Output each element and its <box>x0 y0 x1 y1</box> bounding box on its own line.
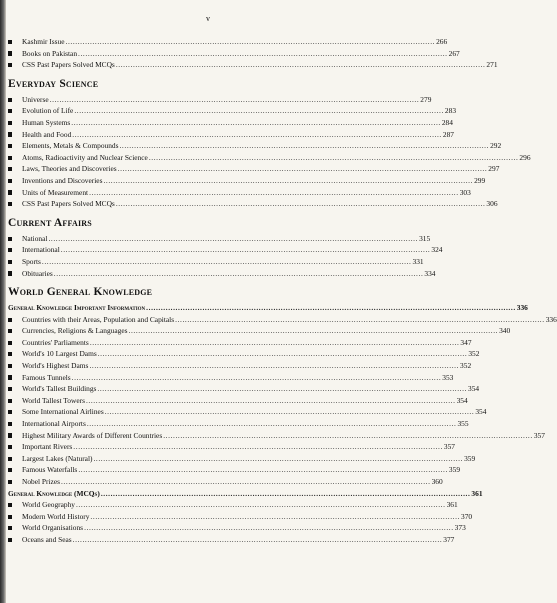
toc-entry[interactable] <box>8 198 498 210</box>
toc-entry[interactable] <box>8 140 502 152</box>
toc-entry[interactable] <box>8 268 436 280</box>
toc-entry[interactable] <box>8 406 487 418</box>
bullet-icon <box>8 360 16 365</box>
entry-label: Evolution of Life <box>22 106 74 116</box>
toc-entry[interactable] <box>8 360 472 372</box>
entry-page: 266 <box>436 37 448 46</box>
toc-entry[interactable] <box>8 534 455 546</box>
dot-leader: ....................................................................................................................................................... <box>89 361 460 371</box>
toc-entry[interactable] <box>8 441 455 453</box>
bullet-icon <box>8 233 16 238</box>
entry-page: 359 <box>464 453 476 463</box>
bullet-icon <box>8 372 16 377</box>
toc-entry[interactable] <box>8 522 466 534</box>
entry-label: CSS Past Papers Solved MCQs <box>22 199 115 209</box>
section-entries <box>8 94 531 210</box>
entry-label: Oceans and Seas <box>22 534 72 544</box>
bullet-icon <box>8 453 16 458</box>
entry-page: 306 <box>486 199 498 209</box>
dot-leader: ....................................................................................................................................................... <box>49 94 420 104</box>
bullet-icon <box>8 59 16 64</box>
entry-label: Kashmir Issue <box>22 37 65 46</box>
entry-label: Highest Military Awards of Different Countries <box>22 430 163 440</box>
bullet-icon <box>8 36 16 41</box>
entry-page: 297 <box>488 164 500 174</box>
toc-entry[interactable] <box>8 175 486 187</box>
entry-page: 271 <box>486 60 498 70</box>
entry-label: Elements, Metals & Compounds <box>22 141 119 151</box>
dot-leader: ....................................................................................................................................................... <box>78 48 448 58</box>
bullet-icon <box>8 140 16 145</box>
section-heading: Current Affairs <box>8 216 92 229</box>
entry-page: 354 <box>468 384 480 394</box>
toc-entry[interactable] <box>8 511 473 523</box>
entry-label: Human Systems <box>22 117 71 127</box>
entry-label: Famous Tunnels <box>22 372 71 382</box>
dot-leader: ....................................................................................................................................................... <box>90 511 461 521</box>
toc-entry[interactable] <box>8 464 461 476</box>
entry-page: 299 <box>474 175 486 185</box>
entry-page: 303 <box>459 187 471 197</box>
bullet-icon <box>8 430 16 435</box>
toc-entry[interactable] <box>8 372 454 384</box>
entry-page: 279 <box>420 94 432 104</box>
dot-leader: ....................................................................................................................................................... <box>128 326 499 336</box>
bullet-icon <box>8 441 16 446</box>
entry-page: 296 <box>519 152 531 162</box>
dot-leader: ....................................................................................................................................................... <box>119 141 490 151</box>
toc-entry[interactable] <box>8 348 480 360</box>
toc-entry[interactable] <box>8 337 472 349</box>
bullet-icon <box>8 348 16 353</box>
subsection-entries <box>8 499 473 545</box>
dot-leader: ....................................................................................................................................................... <box>65 37 436 46</box>
dot-leader: ....................................................................................................................................................... <box>115 60 486 70</box>
bullet-icon <box>8 268 16 273</box>
dot-leader: ....................................................................................................................................................... <box>100 488 471 498</box>
entry-page: 347 <box>460 337 472 347</box>
bullet-icon <box>8 534 16 539</box>
entry-page: 354 <box>456 395 468 405</box>
dot-leader: ....................................................................................................................................................... <box>78 465 448 475</box>
bullet-icon <box>8 198 16 203</box>
entry-page: 287 <box>442 129 454 139</box>
bullet-icon <box>8 152 16 157</box>
entry-label: Largest Lakes (Natural) <box>22 453 93 463</box>
bullet-icon <box>8 325 16 330</box>
bullet-icon <box>8 418 16 423</box>
dot-leader: ....................................................................................................................................................... <box>71 372 442 382</box>
entry-page: 340 <box>499 326 511 336</box>
entry-label: Countries' Parliaments <box>22 337 89 347</box>
entry-label: National <box>22 233 48 243</box>
toc-entry[interactable] <box>8 476 443 488</box>
dot-leader: ....................................................................................................................................................... <box>72 534 443 544</box>
entry-label: Sports <box>22 256 41 266</box>
entry-page: 283 <box>444 106 457 116</box>
toc-entry[interactable] <box>8 453 476 465</box>
dot-leader: ....................................................................................................................................................... <box>86 419 457 429</box>
entry-label: Books on Pakistan <box>22 48 78 58</box>
bullet-icon <box>8 244 16 249</box>
toc-entry[interactable] <box>8 152 531 164</box>
entry-page: 267 <box>448 48 460 58</box>
bullet-icon <box>8 406 16 411</box>
entry-page: 355 <box>457 419 469 429</box>
dot-leader: ....................................................................................................................................................... <box>84 523 454 533</box>
dot-leader: ....................................................................................................................................................... <box>75 500 446 510</box>
dot-leader: ....................................................................................................................................................... <box>148 152 519 162</box>
entry-page: 331 <box>412 256 424 266</box>
entry-page: 360 <box>431 477 443 486</box>
bullet-icon <box>8 48 16 53</box>
bullet-icon <box>8 464 16 469</box>
subsection-title: General Knowledge (MCQs) <box>8 488 100 498</box>
dot-leader: ....................................................................................................................................................... <box>115 199 486 209</box>
entry-page: 373 <box>454 523 466 533</box>
toc-entry[interactable] <box>8 430 545 442</box>
section-entries <box>8 233 443 279</box>
entry-label: World Organisations <box>22 523 84 533</box>
entry-label: International <box>22 245 60 255</box>
dot-leader: ....................................................................................................................................................... <box>117 164 488 174</box>
entry-page: 370 <box>461 511 473 521</box>
bullet-icon <box>8 337 16 342</box>
entry-page: 284 <box>441 117 453 127</box>
entry-page: 353 <box>442 372 454 382</box>
bullet-icon <box>8 476 16 481</box>
entry-page: 359 <box>448 465 461 475</box>
bullet-icon <box>8 522 16 527</box>
dot-leader: ....................................................................................................................................................... <box>89 337 460 347</box>
subsection-heading[interactable] <box>8 488 483 500</box>
subsection-title: General Knowledge Important Information <box>8 303 146 313</box>
entry-label: Laws, Theories and Discoveries <box>22 164 117 174</box>
bullet-icon <box>8 314 16 319</box>
dot-leader: ....................................................................................................................................................... <box>175 314 545 324</box>
toc-entry[interactable] <box>8 418 469 430</box>
dot-leader: ....................................................................................................................................................... <box>89 187 459 197</box>
dot-leader: ....................................................................................................................................................... <box>163 430 533 440</box>
toc-entry[interactable] <box>8 325 511 337</box>
toc-entry[interactable] <box>8 36 448 48</box>
toc-entry[interactable] <box>8 105 457 117</box>
bullet-icon <box>8 187 16 192</box>
section-heading: World General Knowledge <box>8 286 153 299</box>
dot-leader: ....................................................................................................................................................... <box>71 117 441 127</box>
bullet-icon <box>8 117 16 122</box>
entry-page: 324 <box>431 245 443 255</box>
dot-leader: ....................................................................................................................................................... <box>146 303 516 313</box>
entry-label: Atoms, Radioactivity and Nuclear Science <box>22 152 148 162</box>
entry-label: World's Highest Dams <box>22 361 89 371</box>
bullet-icon <box>8 383 16 388</box>
entry-label: Currencies, Religions & Languages <box>22 326 128 336</box>
dot-leader: ....................................................................................................................................................... <box>73 442 443 452</box>
entry-label: World's Tallest Buildings <box>22 384 97 394</box>
toc-entry[interactable] <box>8 48 460 60</box>
bullet-icon <box>8 499 16 504</box>
toc-entry[interactable] <box>8 395 468 407</box>
bullet-icon <box>8 129 16 134</box>
dot-leader: ....................................................................................................................................................... <box>60 245 431 255</box>
entry-label: CSS Past Papers Solved MCQs <box>22 60 115 70</box>
dot-leader: ....................................................................................................................................................... <box>103 175 474 185</box>
dot-leader: ....................................................................................................................................................... <box>97 349 468 359</box>
entry-page: 357 <box>443 442 455 452</box>
bullet-icon <box>8 94 16 99</box>
entry-label: Inventions and Discoveries <box>22 175 103 185</box>
toc-entry[interactable] <box>8 314 557 326</box>
toc-entry[interactable] <box>8 59 498 71</box>
entry-page: 357 <box>533 430 545 440</box>
bullet-icon <box>8 256 16 261</box>
bullet-icon <box>8 105 16 110</box>
toc-entry[interactable] <box>8 187 471 199</box>
dot-leader: ....................................................................................................................................................... <box>93 453 464 463</box>
toc-entry[interactable] <box>8 94 432 106</box>
entry-label: Universe <box>22 94 49 104</box>
dot-leader: ....................................................................................................................................................... <box>74 106 444 116</box>
section-heading: Everyday Science <box>8 77 99 90</box>
dot-leader: ....................................................................................................................................................... <box>53 268 424 278</box>
top-entries <box>8 36 498 71</box>
toc-entry[interactable] <box>8 233 431 245</box>
dot-leader: ....................................................................................................................................................... <box>72 129 442 139</box>
entry-label: World Geography <box>22 500 75 510</box>
dot-leader: ....................................................................................................................................................... <box>104 407 475 417</box>
bullet-icon <box>8 395 16 400</box>
entry-page: 352 <box>468 349 480 359</box>
entry-label: Important Rivers <box>22 442 73 452</box>
entry-page: 352 <box>460 361 472 371</box>
entry-page: 336 <box>545 314 557 324</box>
subsection-entries <box>8 314 557 488</box>
toc-entry[interactable] <box>8 129 454 141</box>
subsection-page: 336 <box>516 303 528 313</box>
entry-page: 361 <box>446 500 458 510</box>
dot-leader: ....................................................................................................................................................... <box>48 233 419 243</box>
entry-label: World's 10 Largest Dams <box>22 349 97 359</box>
entry-label: Some International Airlines <box>22 407 104 417</box>
toc-entry[interactable] <box>8 499 458 511</box>
toc-entry[interactable] <box>8 163 500 175</box>
table-of-contents <box>8 36 557 546</box>
bullet-icon <box>8 175 16 180</box>
entry-page: 334 <box>424 268 436 278</box>
entry-label: World Tallest Towers <box>22 395 85 405</box>
entry-label: Modern World History <box>22 511 90 521</box>
toc-entry[interactable] <box>8 244 443 256</box>
subsection-page: 361 <box>471 488 483 498</box>
dot-leader: ....................................................................................................................................................... <box>60 477 431 486</box>
dot-leader: ....................................................................................................................................................... <box>85 395 456 405</box>
toc-entry[interactable] <box>8 256 424 268</box>
bullet-icon <box>8 163 16 168</box>
entry-label: Nobel Prizes <box>22 477 60 486</box>
toc-entry[interactable] <box>8 383 480 395</box>
entry-label: Famous Waterfalls <box>22 465 78 475</box>
entry-label: Countries with their Areas, Population and Capitals <box>22 314 175 324</box>
dot-leader: ....................................................................................................................................................... <box>41 256 412 266</box>
entry-page: 377 <box>443 534 455 544</box>
entry-label: Units of Measurement <box>22 187 89 197</box>
entry-label: International Airports <box>22 419 86 429</box>
entry-label: Health and Food <box>22 129 72 139</box>
entry-page: 354 <box>475 407 487 417</box>
page-number: v <box>206 14 210 23</box>
bullet-icon <box>8 511 16 516</box>
entry-page: 292 <box>490 141 502 151</box>
subsection-heading[interactable] <box>8 302 528 314</box>
entry-page: 315 <box>419 233 431 243</box>
toc-entry[interactable] <box>8 117 453 129</box>
book-binding-edge <box>0 0 6 603</box>
entry-label: Obituaries <box>22 268 53 278</box>
dot-leader: ....................................................................................................................................................... <box>97 384 468 394</box>
